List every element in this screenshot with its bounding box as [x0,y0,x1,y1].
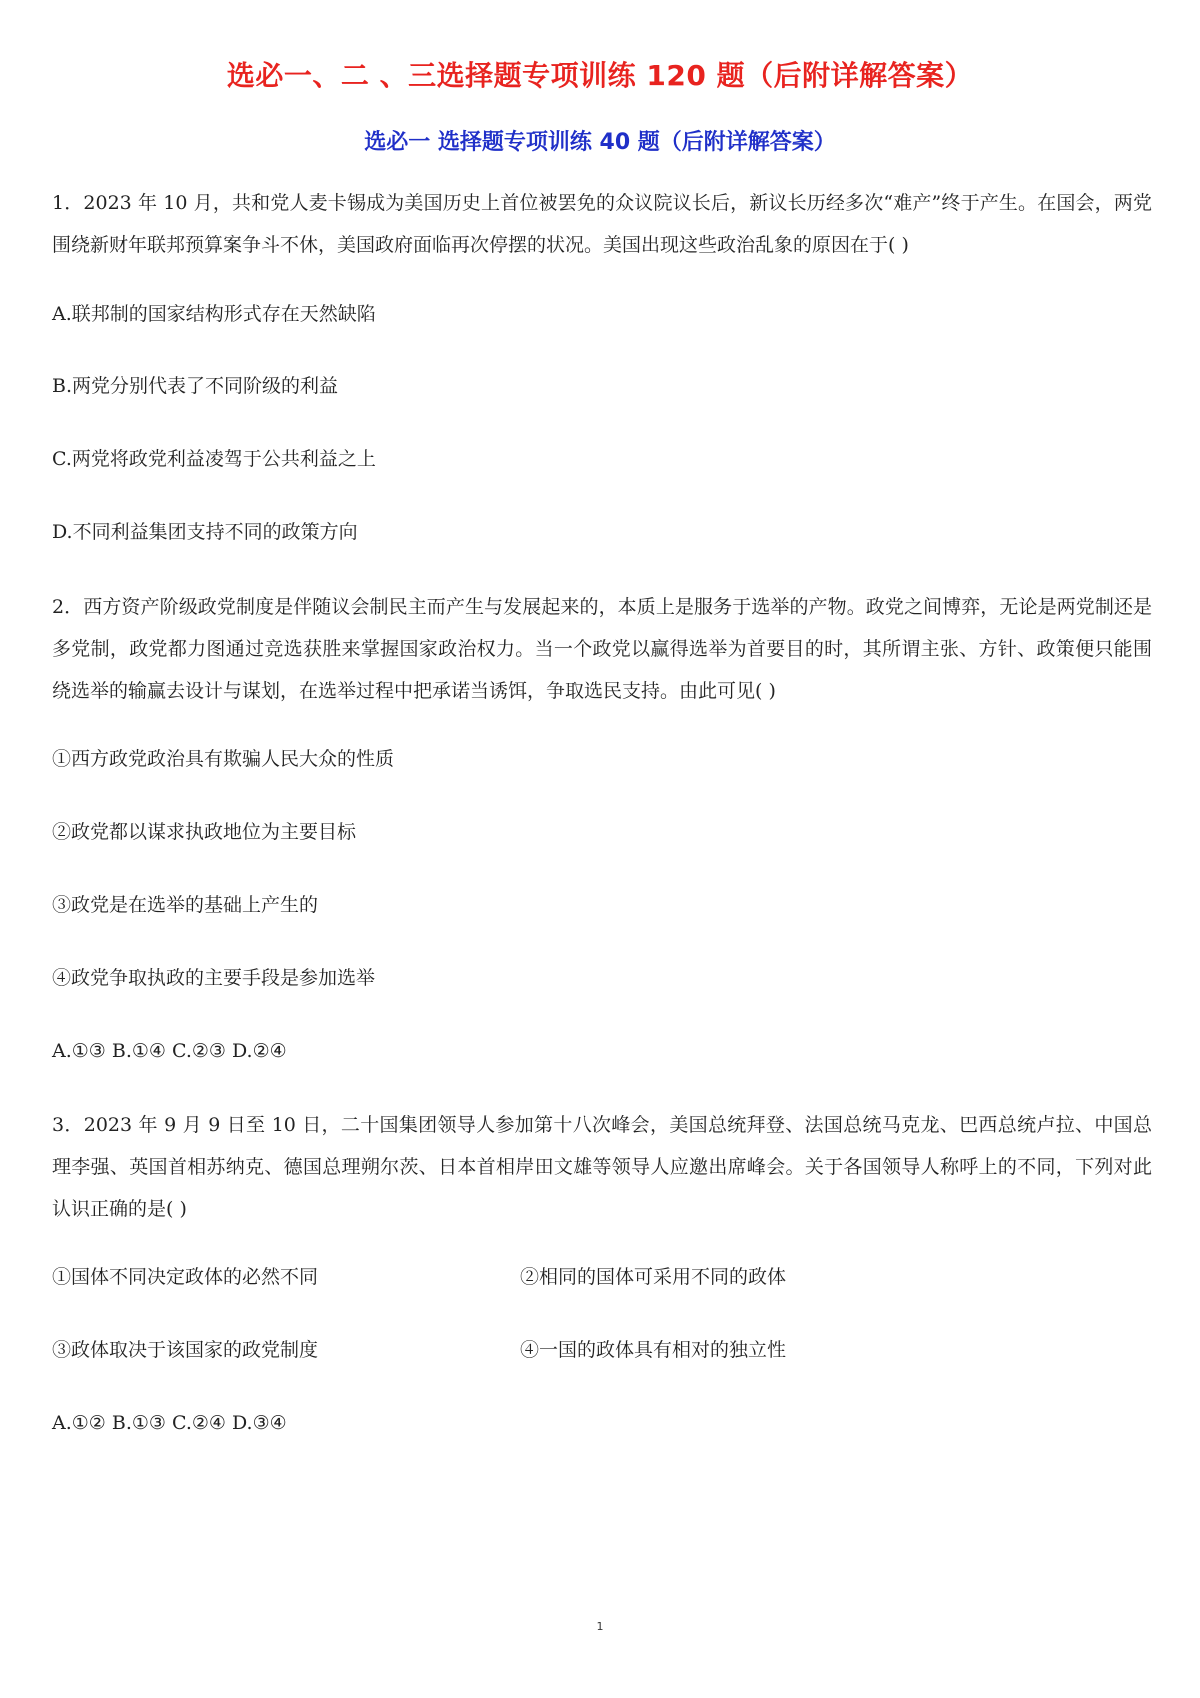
question-3-stem: 3．2023 年 9 月 9 日至 10 日，二十国集团领导人参加第十八次峰会，美国总统拜登、法国总统马克龙、巴西总统卢拉、中国总理李强、英国首相苏纳克、德国总理朔尔茨、日本首相岸田文雄等领导人应邀出席峰会。关于各国领导人称呼上的不同，下列对此认识正确的是( ) [52,1114,1152,1220]
question-3-statement-2: ②相同的国体可采用不同的政体 [520,1266,787,1288]
question-3-statement-1: ①国体不同决定政体的必然不同 [52,1266,319,1288]
section-subtitle: 选必一 选择题专项训练 40 题（后附详解答案） [364,130,836,155]
question-2-statement-2: ②政党都以谋求执政地位为主要目标 [52,821,357,843]
question-2-statement-4: ④政党争取执政的主要手段是参加选举 [52,967,376,989]
question-3-statement-4: ④一国的政体具有相对的独立性 [520,1339,787,1361]
question-3-statement-3: ③政体取决于该国家的政党制度 [52,1339,319,1361]
question-2-statement-1: ①西方政党政治具有欺骗人民大众的性质 [52,748,395,770]
question-2-stem: 2．西方资产阶级政党制度是伴随议会制民主而产生与发展起来的，本质上是服务于选举的产物。政党之间博弈，无论是两党制还是多党制，政党都力图通过竞选获胜来掌握国家政治权力。当一个政党以赢得选举为首要目的时，其所谓主张、方针、政策便只能围绕选举的输赢去设计与谋划，在选举过程中把承诺当诱饵，争取选民支持。由此可见( ) [52,596,1152,702]
question-1-stem: 1．2023 年 10 月，共和党人麦卡锡成为美国历史上首位被罢免的众议院议长后，新议长历经多次“难产”终于产生。在国会，两党围绕新财年联邦预算案争斗不休，美国政府面临再次停摆的状况。美国出现这些政治乱象的原因在于( ) [52,192,1152,256]
question-2-choices: A.①③ B.①④ C.②③ D.②④ [52,1040,287,1062]
question-1-option-c: C.两党将政党利益凌驾于公共利益之上 [52,448,376,470]
question-3-choices: A.①② B.①③ C.②④ D.③④ [52,1412,287,1434]
question-1-option-d: D.不同利益集团支持不同的政策方向 [52,521,358,543]
page-number: 1 [596,1620,604,1633]
question-2-statement-3: ③政党是在选举的基础上产生的 [52,894,319,916]
question-1-option-b: B.两党分别代表了不同阶级的利益 [52,375,339,397]
question-1-option-a: A.联邦制的国家结构形式存在天然缺陷 [52,303,376,325]
document-title: 选必一、二 、三选择题专项训练 120 题（后附详解答案） [226,59,974,92]
